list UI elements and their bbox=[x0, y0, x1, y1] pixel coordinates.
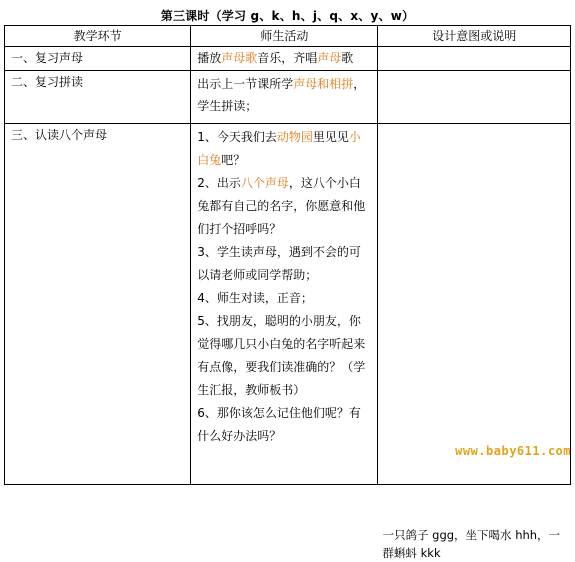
lesson-plan-table bbox=[4, 25, 571, 560]
activity-step-1: 1、今天我们去动物园里见见小白兔吧？ bbox=[197, 130, 361, 167]
stage-cell: 一、复习声母 bbox=[5, 47, 191, 71]
header-activity: 师生活动 bbox=[191, 26, 378, 47]
activity-step-4: 4、师生对读，正音； bbox=[197, 291, 313, 305]
watermark-url: www.baby611.com bbox=[455, 444, 571, 458]
activity-text: 音乐，齐唱 bbox=[257, 51, 318, 65]
activity-text: 歌 bbox=[341, 51, 354, 65]
page-title: 第三课时（学习 g、k、h、j、q、x、y、w） bbox=[160, 9, 415, 23]
highlight-text: 声母歌 bbox=[221, 51, 258, 65]
intent-note: 一只鸽子 ggg，坐下喝水 hhh，一群蝌蚪 kkk bbox=[382, 528, 561, 560]
intent-cell bbox=[378, 124, 571, 560]
table-header-row bbox=[5, 26, 571, 47]
activity-text: ，学生拼读； bbox=[197, 77, 366, 113]
intent-cell bbox=[378, 71, 571, 124]
activity-cell bbox=[191, 124, 378, 485]
header-stage: 教学环节 bbox=[5, 26, 191, 47]
activity-step-2: 2、出示八个声母，这八个小白兔都有自己的名字，你愿意和他们打个招呼吗？ bbox=[197, 176, 366, 236]
stage-cell: 三、认读八个声母 bbox=[5, 124, 191, 485]
activity-step-3: 3、学生读声母，遇到不会的可以请老师或同学帮助； bbox=[197, 245, 361, 282]
activity-step-5: 5、找朋友，聪明的小朋友，你觉得哪几只小白兔的名字听起来有点像，要我们读准确的？（学生汇报，教师板书） bbox=[197, 314, 366, 397]
activity-cell bbox=[191, 71, 378, 124]
activity-text: 播放 bbox=[197, 51, 222, 65]
highlight-text: 声母和相拼 bbox=[293, 77, 354, 91]
header-intent: 设计意图或说明 bbox=[378, 26, 571, 47]
intent-cell bbox=[378, 47, 571, 71]
table-row bbox=[5, 124, 571, 485]
stage-cell: 二、复习拼读 bbox=[5, 71, 191, 124]
activity-cell bbox=[191, 47, 378, 71]
activity-text: 出示上一节课所学 bbox=[197, 77, 294, 91]
table-row bbox=[5, 47, 571, 71]
activity-step-6: 6、那你该怎么记住他们呢？有什么好办法吗？ bbox=[197, 406, 361, 443]
highlight-text: 声母 bbox=[317, 51, 342, 65]
table-row bbox=[5, 71, 571, 124]
